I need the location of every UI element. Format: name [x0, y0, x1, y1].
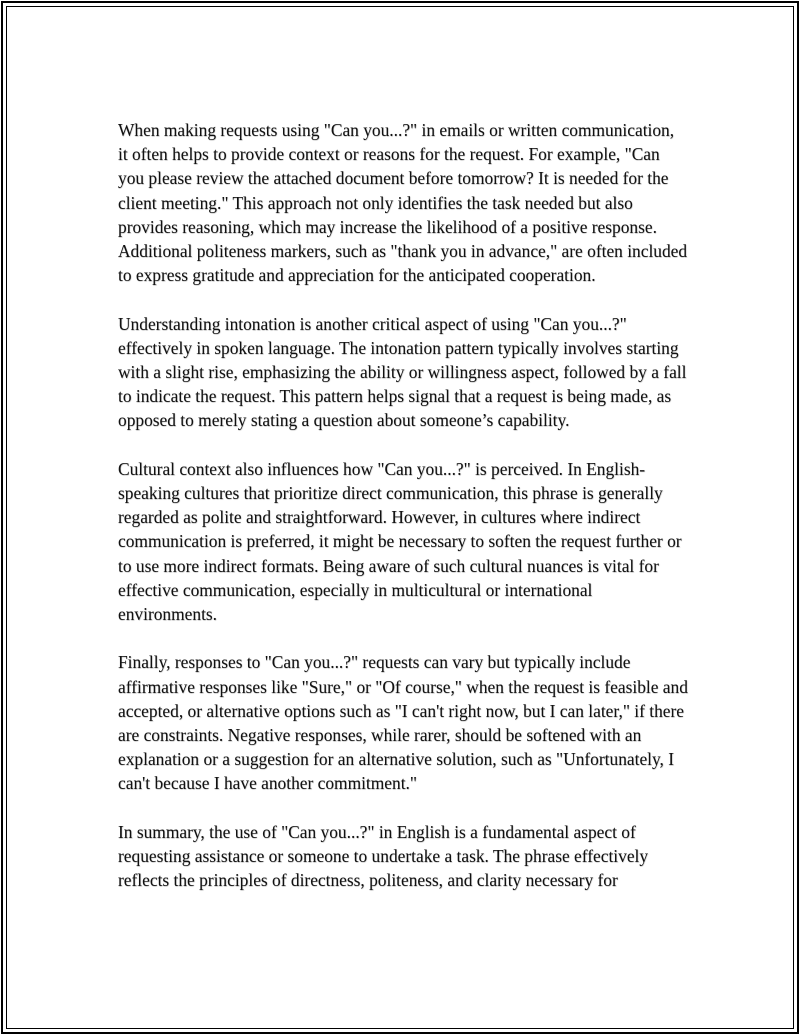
paragraph-responses: Finally, responses to "Can you...?" requests can vary but typically include affirmative responses like "Sure," or "Of course," when the request is feasible and accepted, or alternative options such as "I can't right now, but I can later," if there are constraints. Negative responses, while rarer, should be softened with an explanation or a suggestion for an alternative solution, such as "Unfortunately, I can't because I have another commitment." [118, 652, 688, 794]
paragraph-cultural-context: Cultural context also influences how "Can you...?" is perceived. In English-speaking cultures that prioritize direct communication, this phrase is generally regarded as polite and straightforward. However, in cultures where indirect communication is preferred, it might be necessary to soften the request further or to use more indirect formats. Being aware of such cultural nuances is vital for effective communication, especially in multicultural or international environments. [118, 458, 682, 625]
paragraph-email-requests: When making requests using "Can you...?" in emails or written communication, it often helps to provide context or reasons for the request. For example, "Can you please review the attached document before tomorrow? It is needed for the client meeting." This approach not only identifies the task needed but also provides reasoning, which may increase the likelihood of a positive response. Additional politeness markers, such as "thank you in advance," are often included to express gratitude and appreciation for the anticipated cooperation. [118, 120, 688, 286]
paragraph-summary: In summary, the use of "Can you...?" in English is a fundamental aspect of requesting assistance or someone to undertake a task. The phrase effectively reflects the principles of directness, politeness, and clarity necessary for [118, 821, 649, 891]
document-body [118, 118, 688, 917]
paragraph-intonation: Understanding intonation is another critical aspect of using "Can you...?" effectively in spoken language. The intonation pattern typically involves starting with a slight rise, emphasizing the ability or willingness aspect, followed by a fall to indicate the request. This pattern helps signal that a request is being made, as opposed to merely stating a question about someone’s capability. [118, 313, 687, 431]
